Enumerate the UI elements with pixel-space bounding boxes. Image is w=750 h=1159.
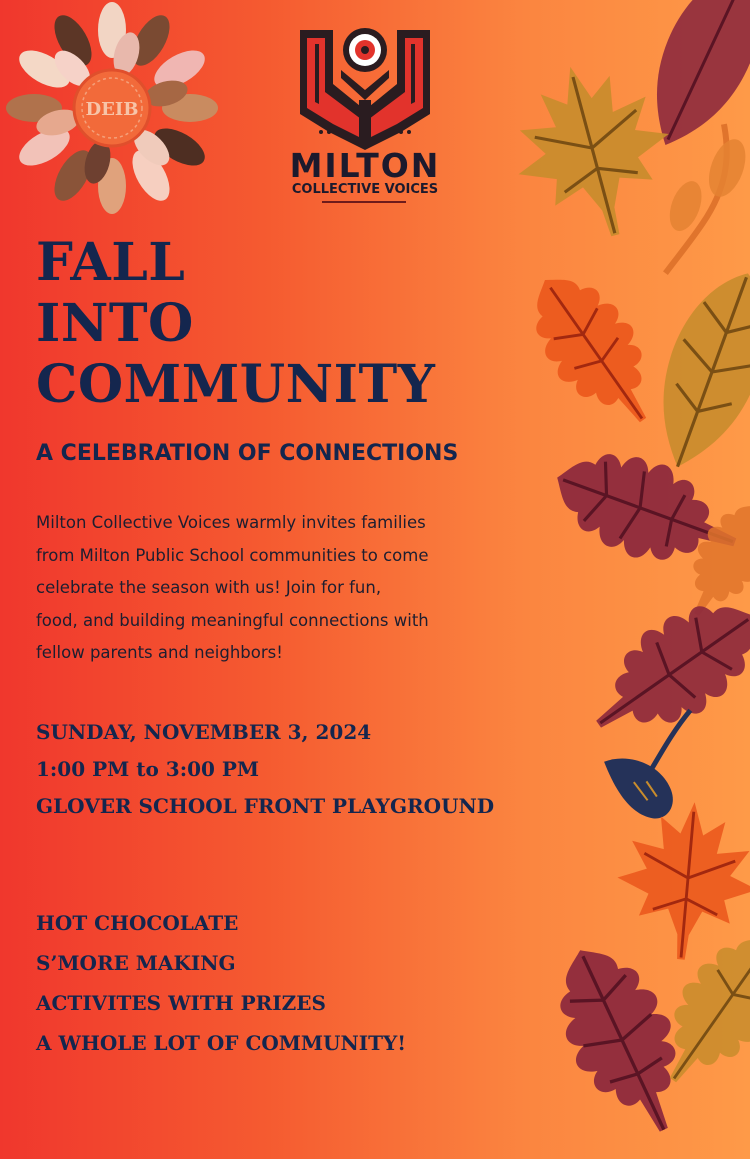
- feature-item: HOT CHOCOLATE: [36, 911, 239, 935]
- intro-line: from Milton Public School communities to come: [36, 545, 429, 565]
- feature-item: S’MORE MAKING: [36, 951, 236, 975]
- org-name: MILTON: [289, 146, 441, 185]
- headline-line-2: INTO: [36, 293, 194, 354]
- intro-line: food, and building meaningful connections with: [36, 610, 429, 630]
- event-location: GLOVER SCHOOL FRONT PLAYGROUND: [36, 794, 495, 818]
- leaf-orange-maple: [611, 796, 750, 965]
- intro-line: fellow parents and neighbors!: [36, 643, 283, 662]
- hands-badge-text: DEIB: [85, 99, 139, 120]
- leaf-maroon-lower: [571, 576, 750, 764]
- intro-line: Milton Collective Voices warmly invites families: [36, 513, 426, 532]
- hands-circle-logo: [6, 2, 218, 214]
- feature-item: A WHOLE LOT OF COMMUNITY!: [36, 1031, 407, 1055]
- headline-line-1: FALL: [36, 232, 186, 293]
- org-underline: [322, 201, 406, 203]
- intro-paragraph: [36, 507, 516, 670]
- event-time: 1:00 PM to 3:00 PM: [36, 757, 260, 781]
- feature-item: ACTIVITES WITH PRIZES: [36, 991, 326, 1015]
- intro-line: celebrate the season with us! Join for fun,: [36, 578, 382, 597]
- subheading: A CELEBRATION OF CONNECTIONS: [36, 441, 459, 466]
- leaf-mustard-feather: [636, 258, 750, 482]
- org-subtitle: COLLECTIVE VOICES: [291, 182, 439, 197]
- leaf-orange-sprig: [649, 117, 750, 287]
- headline: [36, 232, 435, 415]
- features-list: [36, 903, 406, 1063]
- event-date: SUNDAY, NOVEMBER 3, 2024: [36, 720, 372, 744]
- event-details: [36, 714, 494, 825]
- leaf-orange-oak: [509, 255, 680, 446]
- headline-line-3: COMMUNITY: [36, 354, 436, 415]
